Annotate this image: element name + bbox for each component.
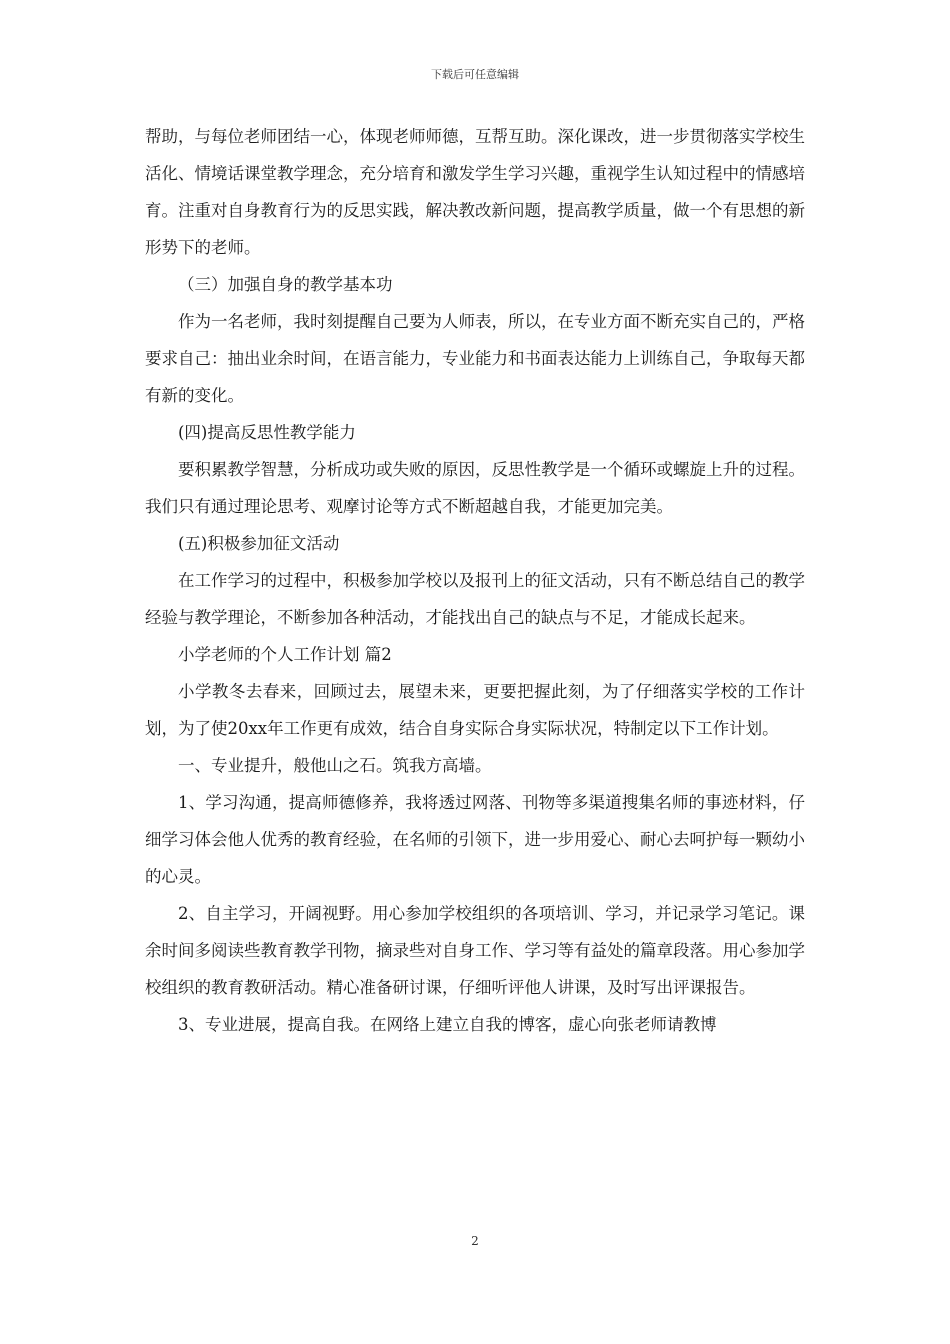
paragraph: 在工作学习的过程中，积极参加学校以及报刊上的征文活动，只有不断总结自己的教学经验与教学理论，不断参加各种活动，才能找出自己的缺点与不足，才能成长起来。 [145, 571, 805, 627]
section-heading: （三）加强自身的教学基本功 [178, 275, 393, 294]
paragraph: 帮助，与每位老师团结一心，体现老师师德，互帮互助。深化课改，进一步贯彻落实学校生活化、情境话课堂教学理念，充分培育和激发学生学习兴趣，重视学生认知过程中的情感培育。注重对自身教育行为的反思实践，解决教改新问题，提高教学质量，做一个有思想的新形势下的老师。 [145, 127, 805, 257]
section-heading: (五)积极参加征文活动 [178, 534, 340, 553]
paragraph: 小学教冬去春来，回顾过去，展望未来，更要把握此刻，为了仔细落实学校的工作计划，为了使20xx年工作更有成效，结合自身实际合身实际状况，特制定以下工作计划。 [145, 682, 805, 738]
paragraph: 1、学习沟通，提高师德修养，我将透过网落、刊物等多渠道搜集名师的事迹材料，仔细学习体会他人优秀的教育经验，在名师的引领下，进一步用爱心、耐心去呵护每一颗幼小的心灵。 [145, 793, 805, 886]
paragraph: 要积累教学智慧，分析成功或失败的原因，反思性教学是一个循环或螺旋上升的过程。我们只有通过理论思考、观摩讨论等方式不断超越自我，才能更加完美。 [145, 460, 805, 516]
article-title: 小学老师的个人工作计划 篇2 [178, 645, 392, 664]
section-heading: (四)提高反思性教学能力 [178, 423, 356, 442]
page-header: 下载后可任意编辑 [431, 68, 519, 81]
paragraph: 2、自主学习，开阔视野。用心参加学校组织的各项培训、学习，并记录学习笔记。课余时间多阅读些教育教学刊物，摘录些对自身工作、学习等有益处的篇章段落。用心参加学校组织的教育教研活动。精心准备研讨课，仔细听评他人讲课，及时写出评课报告。 [145, 904, 805, 997]
section-heading: 一、专业提升，般他山之石。筑我方高墙。 [178, 756, 492, 775]
document-body [145, 118, 805, 1043]
page-number: 2 [471, 1234, 479, 1248]
paragraph: 作为一名老师，我时刻提醒自己要为人师表，所以，在专业方面不断充实自己的，严格要求自己：抽出业余时间，在语言能力，专业能力和书面表达能力上训练自己，争取每天都有新的变化。 [145, 312, 805, 405]
paragraph: 3、专业进展，提高自我。在网络上建立自我的博客，虚心向张老师请教博 [178, 1015, 717, 1034]
